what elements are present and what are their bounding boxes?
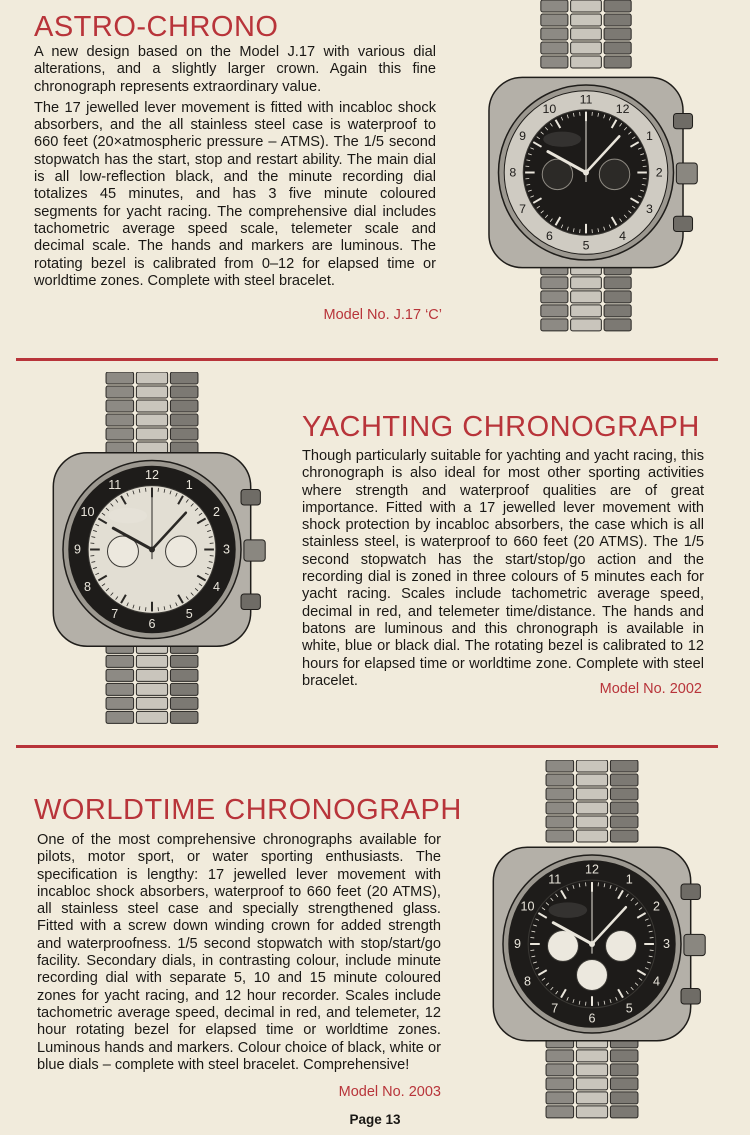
watch-illustration-yachting-chronograph xyxy=(34,372,270,727)
svg-text:11: 11 xyxy=(579,92,593,107)
model-number-yachting-chronograph: Model No. 2002 xyxy=(599,681,702,697)
svg-text:9: 9 xyxy=(73,542,81,557)
svg-text:12: 12 xyxy=(145,467,159,482)
watch-illustration-astro-chrono xyxy=(470,0,702,345)
section-title-yachting-chronograph: YACHTING CHRONOGRAPH xyxy=(302,411,700,443)
section-title-astro-chrono: ASTRO-CHRONO xyxy=(34,11,279,43)
svg-text:9: 9 xyxy=(513,937,521,951)
page-number: Page 13 xyxy=(349,1112,401,1127)
svg-text:8: 8 xyxy=(509,165,517,180)
svg-text:3: 3 xyxy=(223,542,231,557)
watch-drawing xyxy=(34,372,270,727)
svg-text:6: 6 xyxy=(588,1011,596,1026)
svg-text:5: 5 xyxy=(185,607,193,622)
watch-drawing xyxy=(474,760,710,1128)
section-body-yachting-chronograph xyxy=(302,448,704,694)
svg-text:2: 2 xyxy=(655,165,663,180)
paragraph: The 17 jewelled lever movement is fitted with incabloc shock absorbers, and the all stainless steel case is waterproof to 660 feet (20×atmospheric pressure – ATMS). The 1/5 second stopwatch has the start, stop and restart ability. The main dial is all low-reflection black, and the minute recording dial totalizes 45 minutes, and has 3 five minute coloured segments for yacht racing. The comprehensive dial includes tachometric average speed scale, telemeter scale and decimal scale. The hands and markers are luminous. The rotating bezel is calibrated from 0–12 for elapsed time or worldtime zones. Complete with steel bracelet. xyxy=(34,99,436,289)
watch-drawing xyxy=(470,0,702,345)
svg-text:5: 5 xyxy=(582,238,590,253)
section-divider xyxy=(16,358,718,361)
svg-text:1: 1 xyxy=(625,872,633,887)
svg-text:12: 12 xyxy=(585,862,599,877)
svg-text:10: 10 xyxy=(80,505,95,520)
svg-text:3: 3 xyxy=(663,937,671,951)
svg-text:10: 10 xyxy=(520,899,535,914)
watch-illustration-worldtime-chronograph xyxy=(474,760,710,1128)
model-number-worldtime-chronograph: Model No. 2003 xyxy=(338,1084,441,1100)
svg-text:8: 8 xyxy=(83,579,91,594)
svg-text:5: 5 xyxy=(625,1001,633,1016)
svg-text:7: 7 xyxy=(519,202,527,217)
paragraph: A new design based on the Model J.17 with various dial alterations, and a slightly larger crown. Again this fine chronograph represents extraordinary value. xyxy=(34,44,436,95)
svg-text:3: 3 xyxy=(645,202,653,217)
svg-text:1: 1 xyxy=(185,477,193,492)
svg-text:1: 1 xyxy=(645,128,653,143)
svg-text:4: 4 xyxy=(619,228,627,243)
section-body-worldtime-chronograph xyxy=(37,832,441,1078)
svg-text:6: 6 xyxy=(148,617,156,632)
svg-text:11: 11 xyxy=(548,872,562,887)
svg-text:8: 8 xyxy=(523,974,531,989)
section-divider xyxy=(16,745,718,748)
svg-text:2: 2 xyxy=(213,505,221,520)
section-body-astro-chrono xyxy=(34,44,436,294)
paragraph: One of the most comprehensive chronographs available for pilots, motor sport, or water sporting enthusiasts. The specification is lengthy: 17 jewelled lever movement with incabloc shock absorbers, waterproof to 660 feet (20 ATMS), all stainless steel case and specially strengthened glass. Fitted with a screw down winding crown for added strength and waterproofness. 1/5 second stopwatch with stop/start/go facility. Secondary dials, in contrasting colour, include minute recording dial with separate 5, 10 and 15 minute coloured zones for yacht racing, and 12 hour recorder. Scales include tachometric average speed, decimal in red, and telemeter, 12 hour rotating bezel for elapsed time or worldtime zones. Luminous hands and markers. Colour choice of black, white or blue dials – complete with steel bracelet. Comprehensive! xyxy=(37,832,441,1073)
svg-text:4: 4 xyxy=(653,974,661,989)
svg-text:7: 7 xyxy=(111,607,119,622)
svg-text:9: 9 xyxy=(519,128,527,143)
svg-text:12: 12 xyxy=(615,102,630,117)
svg-text:6: 6 xyxy=(545,228,553,243)
paragraph: Though particularly suitable for yachting and yacht racing, this chronograph is also ideal for most other sporting activities where strength and waterproof qualities are of great importance. Fitted with a 17 jewelled lever movement with shock protection by incabloc absorbers, the case which is all stainless steel, is waterproof to 660 feet (20 ATMS). The 1/5 second stopwatch has the start/stop/go action and the recording dial is zoned in three colours of 5 minutes each for yacht racing. Scales include tachometric average speed, decimal in red, and telemeter time/distance. The hands and batons are luminous and this chronograph is available in white, blue or black dial. The rotating bezel is calibrated to 12 hours for elapsed time or worldtime zone. Complete with steel bracelet. xyxy=(302,448,704,689)
model-number-astro-chrono: Model No. J.17 ‘C’ xyxy=(323,307,442,323)
svg-text:11: 11 xyxy=(108,477,122,492)
svg-text:2: 2 xyxy=(653,899,661,914)
svg-text:4: 4 xyxy=(213,579,221,594)
section-title-worldtime-chronograph: WORLDTIME CHRONOGRAPH xyxy=(34,794,462,826)
svg-text:10: 10 xyxy=(542,102,557,117)
svg-text:7: 7 xyxy=(551,1001,559,1016)
